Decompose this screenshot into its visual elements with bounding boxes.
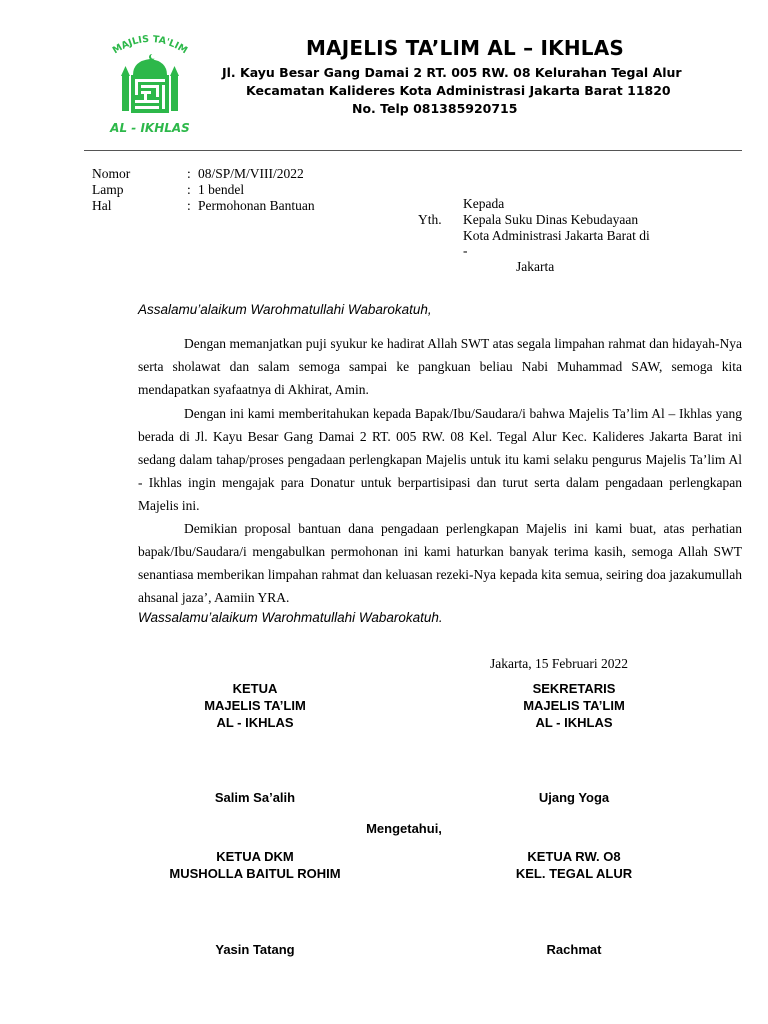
signature-right-org-1: MAJELIS TA’LIM (523, 698, 625, 713)
signature-left-name: Salim Sa’alih (214, 790, 296, 805)
organization-title: MAJELIS TA’LIM AL – IKHLAS (305, 36, 625, 60)
meta-label-hal: Hal (92, 198, 112, 213)
ack-right-role: KETUA RW. O8 (527, 849, 621, 864)
meta-value-nomor: 08/SP/M/VIII/2022 (198, 166, 304, 181)
addressee-yth: Yth. (418, 212, 442, 227)
addressee-city: Jakarta (516, 259, 555, 274)
greeting: Assalamu’alaikum Warohmatullahi Wabarokatuh, (138, 302, 432, 317)
signature-left-org-2: AL - IKHLAS (216, 715, 294, 730)
ack-left-role: KETUA DKM (216, 849, 294, 864)
address-line-2: Kecamatan Kalideres Kota Administrasi Jakarta Barat 11820 (246, 83, 671, 98)
body-paragraph-2: Dengan ini kami memberitahukan kepada Bapak/Ibu/Saudara/i bahwa Majelis Ta’lim Al – Ikhlas yang berada di Jl. Kayu Besar Gang Damai 2 RT. 005 RW. 08 Kel. Tegal Alur Kec. Kalideres Jakarta Barat ini sedang dalam tahap/proses pengadaan perlengkapan Majelis untuk itu kami selaku pengurus Majelis Ta’lim Al - Ikhlas ingin mengajak para Donatur untuk berpartisipasi dan turut serta dalam pengadaan perlengkapan Majelis ini. (138, 406, 742, 513)
ack-right-name: Rachmat (546, 942, 602, 957)
letterhead-divider (84, 150, 742, 151)
ack-left-org: MUSHOLLA BAITUL ROHIM (169, 866, 341, 881)
phone-line: No. Telp 081385920715 (352, 101, 518, 116)
ack-right-block (454, 848, 694, 882)
signature-right-org-2: AL - IKHLAS (535, 715, 613, 730)
signature-right-name: Ujang Yoga (538, 790, 610, 805)
body-paragraph-1: Dengan memanjatkan puji syukur ke hadirat Allah SWT atas segala limpahan rahmat dan hidayah-Nya serta sholawat dan salam semoga sampai ke pangkuan beliau Nabi Muhammad SAW, semoga kita mendapatkan syafaatnya di Akhirat, Amin. (138, 336, 742, 397)
closing-greeting: Wassalamu’alaikum Warohmatullahi Wabarokatuh. (138, 610, 443, 625)
logo-bottom-text: AL - IKHLAS (110, 121, 190, 135)
address-line-1: Jl. Kayu Besar Gang Damai 2 RT. 005 RW. 08 Kelurahan Tegal Alur (222, 65, 682, 80)
addressee-line-2: Kota Administrasi Jakarta Barat di (463, 228, 650, 243)
meta-value-hal: Permohonan Bantuan (198, 198, 315, 213)
meta-label-lamp: Lamp (92, 182, 124, 197)
addressee-line-1: Kepala Suku Dinas Kebudayaan (463, 212, 639, 227)
body-paragraph-3: Demikian proposal bantuan dana pengadaan perlengkapan Majelis ini kami buat, atas perhatian bapak/Ibu/Saudara/i mengabulkan permohonan ini kami haturkan banyak terima kasih, semoga Allah SWT senantiasa memberikan limpahan rahmat dan keluasan rezeki-Nya kepada kita semua, seiring doa jazakumullah ahsanal jaza’, Aamiin YRA. (138, 521, 742, 605)
signature-right-block (454, 680, 694, 731)
signature-left-role: KETUA (232, 681, 278, 696)
letter-date: Jakarta, 15 Februari 2022 (490, 656, 628, 671)
ack-left-block (135, 848, 375, 882)
ack-left-name: Yasin Tatang (215, 942, 295, 957)
meta-value-lamp: 1 bendel (198, 182, 245, 197)
acknowledged-label: Mengetahui, (366, 821, 442, 836)
organization-logo (100, 30, 200, 142)
signature-right-role: SEKRETARIS (532, 681, 616, 696)
addressee-kepada: Kepada (463, 196, 505, 211)
meta-colon: : (187, 198, 191, 213)
addressee-dash: - (463, 243, 468, 258)
mosque-icon (100, 30, 200, 142)
signature-left-block (135, 680, 375, 731)
meta-colon: : (187, 166, 191, 181)
ack-right-org: KEL. TEGAL ALUR (515, 866, 633, 881)
meta-label-nomor: Nomor (92, 166, 131, 181)
signature-left-org-1: MAJELIS TA’LIM (204, 698, 306, 713)
meta-colon: : (187, 182, 191, 197)
logo-top-text: MAJLIS TA'LIM (110, 33, 190, 57)
